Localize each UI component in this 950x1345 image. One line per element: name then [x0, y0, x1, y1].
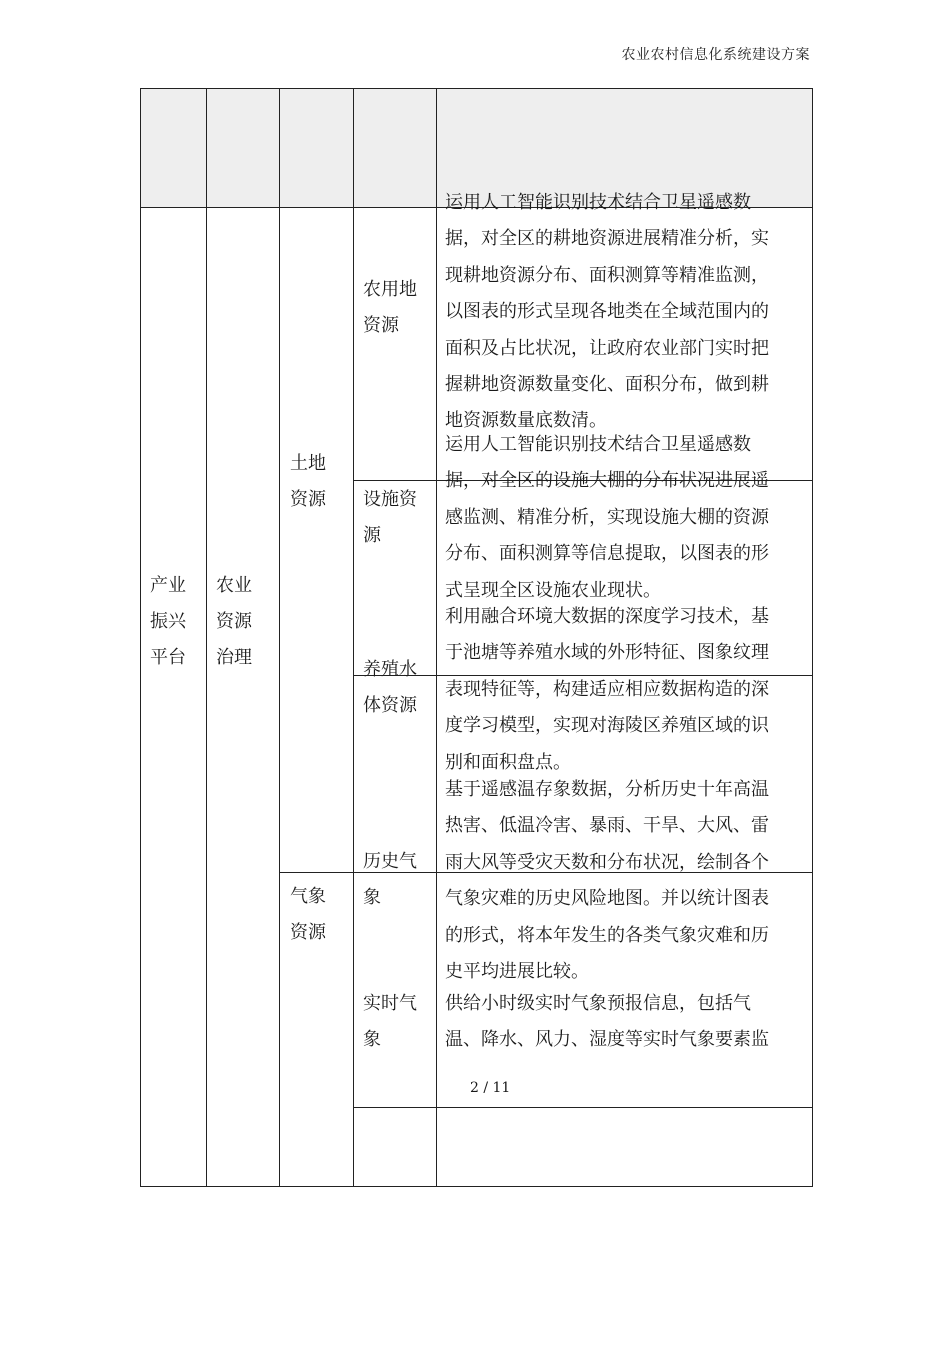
platform-cell [150, 568, 186, 676]
description-facility [445, 427, 795, 609]
item-cell-historical-weather [363, 844, 417, 916]
description-line: 别和面积盘点。 [445, 751, 571, 773]
platform-line: 平台 [150, 647, 186, 668]
description-line: 据，对全区的设施大棚的分布状况进展遥 [445, 470, 769, 492]
table-col-line-3 [353, 88, 354, 1187]
description-line: 地资源数量底数清。 [445, 410, 607, 432]
group-line: 气象 [290, 886, 326, 907]
description-line: 握耕地资源数量变化、面积分布，做到耕 [445, 374, 769, 396]
platform-line: 产业 [150, 575, 186, 596]
table-line-top [140, 88, 812, 89]
category-line: 治理 [216, 647, 252, 668]
item-line: 体资源 [363, 695, 417, 716]
description-line: 的形式，将本年发生的各类气象灾难和历 [445, 924, 769, 946]
document-header: 农业农村信息化系统建设方案 [621, 47, 810, 63]
description-line: 史平均进展比较。 [445, 961, 589, 983]
group-line: 资源 [290, 489, 326, 510]
description-line: 运用人工智能识别技术结合卫星遥感数 [445, 192, 751, 213]
description-line: 面积及占比状况，让政府农业部门实时把 [445, 337, 769, 359]
description-line: 供给小时级实时气象预报信息，包括气 [445, 993, 751, 1014]
item-line: 农用地 [363, 279, 417, 300]
table-col-line-0 [140, 88, 141, 1187]
group-cell-weather [290, 879, 326, 951]
item-line: 源 [363, 525, 381, 546]
item-line: 象 [363, 887, 381, 908]
description-historical-weather [445, 772, 795, 990]
description-realtime-weather [445, 986, 795, 1059]
table-col-line-1 [206, 88, 207, 1187]
item-cell-farmland [363, 272, 417, 344]
item-cell-aquaculture [363, 652, 417, 724]
description-line: 分布、面积测算等信息提取，以图表的形 [445, 543, 769, 565]
description-farmland [445, 185, 795, 440]
table-line-bottom [140, 1186, 812, 1187]
table-col-line-5 [812, 88, 813, 1187]
description-line: 于池塘等养殖水域的外形特征、图象纹理 [445, 642, 769, 664]
item-cell-facility [363, 482, 417, 554]
item-line: 资源 [363, 315, 399, 336]
description-line: 据，对全区的耕地资源进展精准分析，实 [445, 228, 769, 250]
item-line: 实时气 [363, 993, 417, 1014]
description-line: 式呈现全区设施农业现状。 [445, 579, 661, 601]
description-line: 以图表的形式呈现各地类在全域范围内的 [445, 301, 769, 323]
group-cell-land [290, 446, 326, 518]
item-line: 设施资 [363, 489, 417, 510]
category-line: 资源 [216, 611, 252, 632]
description-line: 利用融合环境大数据的深度学习技术，基 [445, 606, 769, 627]
table-col-line-4 [436, 88, 437, 1187]
description-aquaculture [445, 599, 795, 781]
description-line: 雨大风等受灾天数和分布状况，绘制各个 [445, 851, 769, 873]
page-number: 2 / 11 [470, 1080, 511, 1096]
description-line: 气象灾难的历史风险地图。并以统计图表 [445, 888, 769, 910]
category-line: 农业 [216, 575, 252, 596]
description-line: 度学习模型，实现对海陵区养殖区域的识 [445, 715, 769, 737]
description-line: 运用人工智能识别技术结合卫星遥感数 [445, 434, 751, 455]
description-line: 基于遥感温存象数据，分析历史十年高温 [445, 779, 769, 800]
item-line: 象 [363, 1029, 381, 1050]
description-line: 热害、低温冷害、暴雨、干旱、大风、雷 [445, 815, 769, 837]
category-cell [216, 568, 252, 676]
table-col-line-2 [279, 88, 280, 1187]
description-line: 现耕地资源分布、面积测算等精准监测， [445, 264, 769, 286]
description-line: 表现特征等，构建适应相应数据构造的深 [445, 678, 769, 700]
description-line: 感监测、精准分析，实现设施大棚的资源 [445, 506, 769, 528]
table-line-page-break [353, 1107, 812, 1108]
item-cell-realtime-weather [363, 986, 417, 1058]
item-line: 养殖水 [363, 659, 417, 680]
description-line: 温、降水、风力、湿度等实时气象要素监 [445, 1029, 769, 1051]
group-line: 资源 [290, 922, 326, 943]
group-line: 土地 [290, 453, 326, 474]
platform-line: 振兴 [150, 611, 186, 632]
item-line: 历史气 [363, 851, 417, 872]
